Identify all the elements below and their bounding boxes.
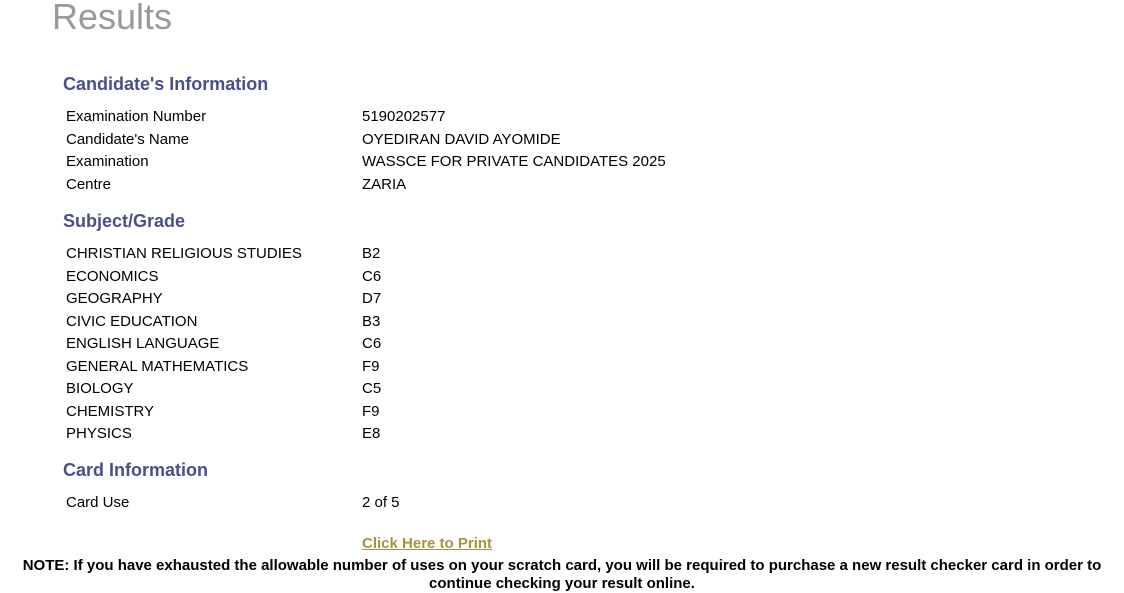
table-row — [66, 288, 381, 311]
page-title: Results — [52, 0, 173, 37]
subject-grade: B3 — [362, 312, 381, 330]
subject-name: PHYSICS — [66, 425, 132, 442]
subject-grade: F9 — [362, 357, 380, 375]
subject-name: ENGLISH LANGUAGE — [66, 335, 220, 352]
subject-grade: C6 — [362, 267, 382, 285]
subject-grade: D7 — [362, 290, 382, 307]
table-row — [66, 243, 381, 266]
examination-number-value: 5190202577 — [362, 108, 446, 125]
subject-name: ECONOMICS — [66, 267, 159, 285]
candidate-info-heading: Candidate's Information — [63, 74, 269, 94]
subject-name: GEOGRAPHY — [66, 290, 163, 307]
table-row — [66, 423, 381, 446]
print-link[interactable]: Click Here to Print — [362, 535, 493, 552]
table-row — [66, 401, 381, 424]
note-text — [0, 557, 1124, 593]
table-row — [66, 333, 381, 356]
subject-name: CHRISTIAN RELIGIOUS STUDIES — [66, 245, 302, 262]
note-label: NOTE: — [22, 557, 70, 574]
subject-name: CHEMISTRY — [66, 402, 155, 420]
subject-grade: B2 — [362, 245, 381, 262]
note-message: If you have exhausted the allowable number of uses on your scratch card, you will be required to purchase a new result checker card in order to continue checking your result online. — [69, 557, 1102, 592]
candidate-name-label: Candidate's Name — [66, 130, 189, 148]
subject-name: CIVIC EDUCATION — [66, 312, 198, 330]
table-row — [66, 106, 666, 129]
centre-label: Centre — [66, 175, 112, 193]
card-info-heading: Card Information — [63, 460, 209, 480]
examination-number-label: Examination Number — [66, 108, 207, 125]
card-use-label: Card Use — [66, 494, 130, 511]
examination-value: WASSCE FOR PRIVATE CANDIDATES 2025 — [362, 153, 666, 170]
table-row — [66, 174, 666, 197]
table-row — [66, 129, 666, 152]
centre-value: ZARIA — [362, 175, 407, 193]
subject-grade: E8 — [362, 425, 381, 442]
subject-grade: C6 — [362, 335, 382, 352]
examination-label: Examination — [66, 153, 149, 170]
table-row — [66, 311, 381, 334]
subject-grade: F9 — [362, 402, 380, 420]
card-use-value: 2 of 5 — [362, 494, 400, 511]
subject-grade-heading: Subject/Grade — [63, 211, 186, 231]
subject-grade-table — [66, 243, 381, 446]
candidate-info-table — [66, 106, 666, 196]
table-row — [66, 492, 400, 515]
subject-name: BIOLOGY — [66, 380, 134, 397]
table-row — [66, 378, 381, 401]
table-row — [66, 356, 381, 379]
table-row — [66, 151, 666, 174]
card-info-table — [66, 492, 400, 515]
subject-name: GENERAL MATHEMATICS — [66, 357, 249, 375]
table-row — [66, 266, 381, 289]
candidate-name-value: OYEDIRAN DAVID AYOMIDE — [362, 130, 561, 148]
subject-grade: C5 — [362, 380, 382, 397]
